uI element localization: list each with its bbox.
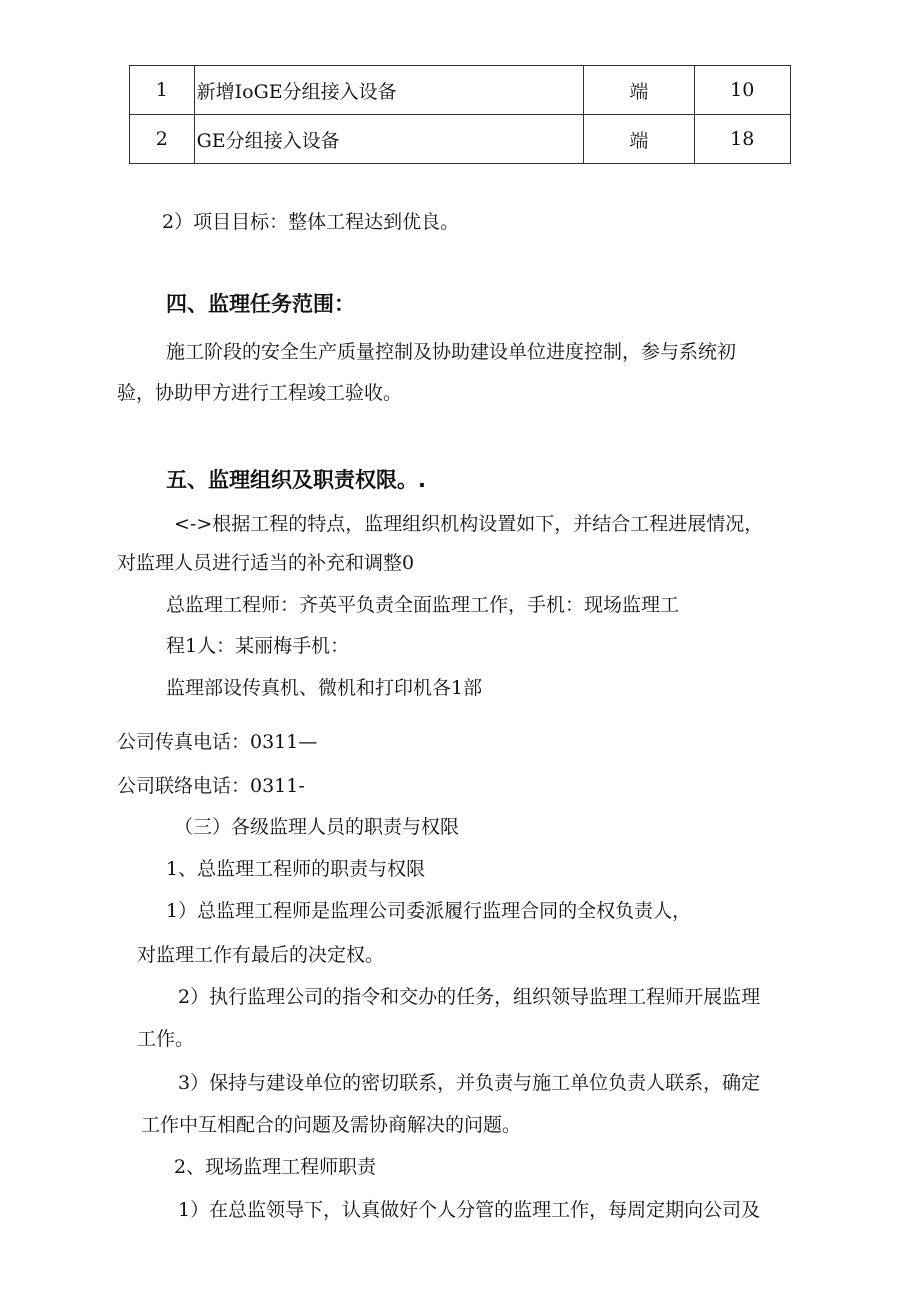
org-paragraph-line1: <->根据工程的特点，监理组织机构设置如下，并结合工程进展情况，	[174, 513, 764, 535]
chief-duty-1-line2: 对监理工作有最后的决定权。	[137, 944, 385, 966]
section4-paragraph-line2: 验，协助甲方进行工程竣工验收。	[117, 382, 403, 404]
site-duty-1-line1: 1）在总监领导下，认真做好个人分管的监理工作，每周定期向公司及	[178, 1199, 761, 1221]
table-row	[130, 115, 791, 164]
subsection-heading: （三）各级监理人员的职责与权限	[174, 816, 460, 838]
section5-heading: 五、监理组织及职责权限。.	[166, 468, 426, 492]
company-phone: 公司联络电话：0311-	[117, 775, 305, 797]
site-duty-heading: 2、现场监理工程师职责	[174, 1156, 377, 1178]
chief-duty-1-line1: 1）总监理工程师是监理公司委派履行监理合同的全权负责人，	[166, 900, 692, 922]
row-number: 2	[130, 115, 195, 164]
chief-duty-3-line1: 3）保持与建设单位的密切联系，并负责与施工单位负责人联系，确定	[178, 1072, 761, 1094]
chief-duty-3-line2: 工作中互相配合的问题及需协商解决的问题。	[141, 1114, 522, 1136]
equipment-unit: 端	[584, 66, 694, 115]
row-number: 1	[130, 66, 195, 115]
table-row	[130, 66, 791, 115]
equipment-name: 新增IoGE分组接入设备	[194, 66, 584, 115]
chief-engineer-line2: 程1人：某丽梅手机：	[166, 635, 350, 657]
org-paragraph-line2: 对监理人员进行适当的补充和调整0	[117, 552, 415, 574]
equipment-note: 监理部设传真机、微机和打印机各1部	[166, 677, 483, 699]
chief-duty-2-line2: 工作。	[137, 1028, 195, 1050]
project-goal: 2）项目目标：整体工程达到优良。	[162, 211, 460, 233]
company-fax: 公司传真电话：0311—	[117, 731, 318, 753]
equipment-unit: 端	[584, 115, 694, 164]
chief-duty-2-line1: 2）执行监理公司的指令和交办的任务，组织领导监理工程师开展监理	[178, 986, 761, 1008]
equipment-name: GE分组接入设备	[194, 115, 584, 164]
section4-heading: 四、监理任务范围：	[166, 292, 355, 316]
chief-duty-heading: 1、总监理工程师的职责与权限	[166, 858, 426, 880]
equipment-quantity: 10	[694, 66, 791, 115]
equipment-quantity: 18	[694, 115, 791, 164]
section4-paragraph-line1: 施工阶段的安全生产质量控制及协助建设单位进度控制，参与系统初	[166, 341, 737, 363]
chief-engineer-line1: 总监理工程师：齐英平负责全面监理工作，手机：现场监理工	[166, 594, 680, 616]
equipment-table	[129, 65, 791, 164]
